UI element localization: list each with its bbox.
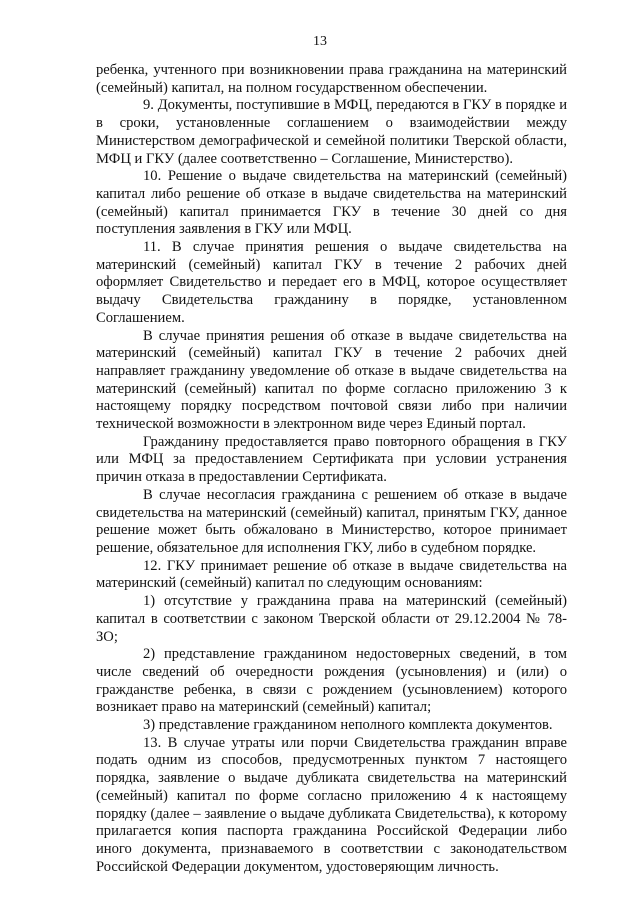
- paragraph: 10. Решение о выдаче свидетельства на материнский (семейный) капитал либо решение об отказе в выдаче свидетельства на материнский (семейный) капитал принимается ГКУ в течение 30 дней со дня поступления заявления в ГКУ или МФЦ.: [96, 168, 567, 238]
- paragraph: В случае несогласия гражданина с решением об отказе в выдаче свидетельства на материнский (семейный) капитал, принятым ГКУ, данное решение может быть обжаловано в Министерство, которое принимает решение, обязательное для исполнения ГКУ, либо в судебном порядке.: [96, 486, 567, 556]
- paragraph: 11. В случае принятия решения о выдаче свидетельства на материнский (семейный) капитал ГКУ в течение 2 рабочих дней оформляет Свидетельство и передает его в МФЦ, которое осуществляет выдачу Свидетельства гражданину в порядке, установленном Соглашением.: [96, 239, 567, 326]
- page-number: 13: [313, 34, 327, 49]
- paragraph: 9. Документы, поступившие в МФЦ, передаются в ГКУ в порядке и в сроки, установленные соглашением о взаимодействии между Министерством демографической и семейной политики Тверской области, МФЦ и ГКУ (далее соответственно – Соглашение, Министерство).: [96, 97, 567, 167]
- paragraph: 2) представление гражданином недостоверных сведений, в том числе сведений об очередности рождения (усыновления) и (или) о гражданстве ребенка, в связи с рождением (усыновлением) которого возникает право на материнский (семейный) капитал;: [96, 646, 567, 716]
- paragraph: 1) отсутствие у гражданина права на материнский (семейный) капитал в соответствии с законом Тверской области от 29.12.2004 № 78-ЗО;: [96, 593, 567, 645]
- paragraph: Гражданину предоставляется право повторного обращения в ГКУ или МФЦ за предоставлением Сертификата при условии устранения причин отказа в предоставлении Сертификата.: [96, 433, 567, 486]
- paragraph: 13. В случае утраты или порчи Свидетельства гражданин вправе подать одним из способов, предусмотренных пунктом 7 настоящего порядка, заявление о выдаче дубликата свидетельства на материнский (семейный) капитал по форме согласно приложению 4 к настоящему порядку (далее – заявление о выдаче дубликата Свидетельства), к которому прилагается копия паспорта гражданина Российской Федерации либо иного документа, признаваемого в соответствии с законодательством Российской Федерации документом, удостоверяющим личность.: [96, 734, 567, 875]
- paragraph: 12. ГКУ принимает решение об отказе в выдаче свидетельства на материнский (семейный) капитал по следующим основаниям:: [96, 557, 567, 592]
- paragraph: В случае принятия решения об отказе в выдаче свидетельства на материнский (семейный) капитал ГКУ в течение 2 рабочих дней направляет гражданину уведомление об отказе в выдаче свидетельства на материнский (семейный) капитал по форме согласно приложению 3 к настоящему порядку посредством почтовой связи либо при наличии технической возможности в электронном виде через Единый портал.: [96, 327, 567, 433]
- document-body: [96, 62, 567, 876]
- paragraph: 3) представление гражданином неполного комплекта документов.: [143, 717, 553, 734]
- paragraph: ребенка, учтенного при возникновении права гражданина на материнский (семейный) капитал, на полном государственном обеспечении.: [96, 62, 567, 96]
